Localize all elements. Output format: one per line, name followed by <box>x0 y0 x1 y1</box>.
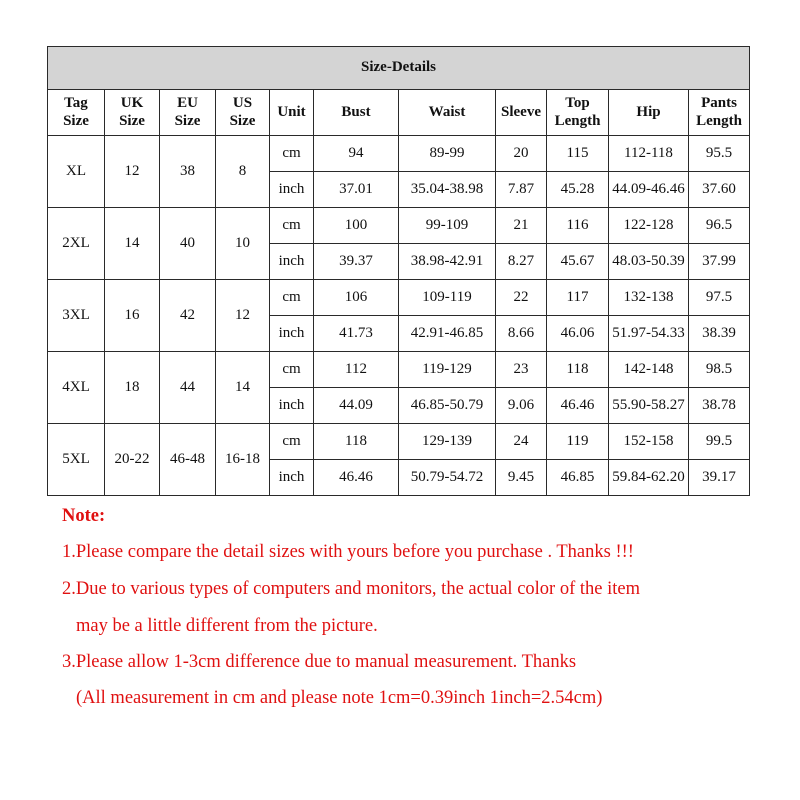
column-header-text: Top <box>565 95 590 112</box>
pants-cell: 37.60 <box>689 172 750 208</box>
us-size-cell: 16-18 <box>216 424 270 496</box>
tag-size-cell: XL <box>48 136 105 208</box>
column-header <box>547 90 609 136</box>
pants-cell: 38.78 <box>689 388 750 424</box>
top-cell: 116 <box>547 208 609 244</box>
table-row <box>48 424 750 460</box>
column-header <box>105 90 160 136</box>
eu-size-cell: 42 <box>160 280 216 352</box>
column-header-text: Size <box>229 112 256 129</box>
bust-cell: 112 <box>314 352 399 388</box>
unit-cell: cm <box>270 424 314 460</box>
column-header <box>689 90 750 136</box>
uk-size-cell: 18 <box>105 352 160 424</box>
note-line-2-continued: may be a little different from the picture. <box>76 616 378 636</box>
column-header <box>496 90 547 136</box>
table-row <box>48 208 750 244</box>
waist-cell: 38.98-42.91 <box>399 244 496 280</box>
column-header-text: Size <box>63 112 89 129</box>
sleeve-cell: 8.66 <box>496 316 547 352</box>
column-header <box>270 90 314 136</box>
unit-cell: inch <box>270 172 314 208</box>
bust-cell: 44.09 <box>314 388 399 424</box>
hip-cell: 152-158 <box>609 424 689 460</box>
unit-cell: inch <box>270 244 314 280</box>
column-header-text: Hip <box>636 103 661 120</box>
us-size-cell: 12 <box>216 280 270 352</box>
column-header-text: Size <box>119 112 145 129</box>
waist-cell: 50.79-54.72 <box>399 460 496 496</box>
sleeve-cell: 9.45 <box>496 460 547 496</box>
note-line-3: 3.Please allow 1-3cm difference due to manual measurement. Thanks <box>62 652 577 672</box>
top-cell: 117 <box>547 280 609 316</box>
uk-size-cell: 20-22 <box>105 424 160 496</box>
unit-cell: inch <box>270 388 314 424</box>
unit-cell: cm <box>270 208 314 244</box>
pants-cell: 95.5 <box>689 136 750 172</box>
column-header-text: Size <box>174 112 201 129</box>
column-header-text: Bust <box>341 103 371 120</box>
table-row <box>48 352 750 388</box>
sleeve-cell: 9.06 <box>496 388 547 424</box>
notes-heading: Note: <box>62 506 106 526</box>
hip-cell: 132-138 <box>609 280 689 316</box>
column-header-text: Unit <box>277 103 306 120</box>
waist-cell: 35.04-38.98 <box>399 172 496 208</box>
sleeve-cell: 8.27 <box>496 244 547 280</box>
waist-cell: 89-99 <box>399 136 496 172</box>
size-details-table <box>47 46 750 496</box>
top-cell: 115 <box>547 136 609 172</box>
top-cell: 45.28 <box>547 172 609 208</box>
tag-size-cell: 2XL <box>48 208 105 280</box>
table-title: Size-Details <box>48 47 750 90</box>
sleeve-cell: 21 <box>496 208 547 244</box>
column-header-text: Length <box>696 112 742 129</box>
bust-cell: 39.37 <box>314 244 399 280</box>
tag-size-cell: 5XL <box>48 424 105 496</box>
column-header-text: Waist <box>428 103 466 120</box>
sleeve-cell: 7.87 <box>496 172 547 208</box>
waist-cell: 46.85-50.79 <box>399 388 496 424</box>
unit-cell: cm <box>270 352 314 388</box>
bust-cell: 100 <box>314 208 399 244</box>
top-cell: 118 <box>547 352 609 388</box>
bust-cell: 41.73 <box>314 316 399 352</box>
hip-cell: 112-118 <box>609 136 689 172</box>
eu-size-cell: 46-48 <box>160 424 216 496</box>
tag-size-cell: 3XL <box>48 280 105 352</box>
hip-cell: 51.97-54.33 <box>609 316 689 352</box>
table-body <box>48 136 750 496</box>
unit-cell: cm <box>270 280 314 316</box>
column-header-text: Length <box>554 112 601 129</box>
eu-size-cell: 40 <box>160 208 216 280</box>
column-header <box>160 90 216 136</box>
sleeve-cell: 23 <box>496 352 547 388</box>
pants-cell: 97.5 <box>689 280 750 316</box>
pants-cell: 37.99 <box>689 244 750 280</box>
column-header <box>314 90 399 136</box>
top-cell: 45.67 <box>547 244 609 280</box>
uk-size-cell: 16 <box>105 280 160 352</box>
column-header <box>399 90 496 136</box>
waist-cell: 119-129 <box>399 352 496 388</box>
hip-cell: 142-148 <box>609 352 689 388</box>
sleeve-cell: 24 <box>496 424 547 460</box>
sleeve-cell: 22 <box>496 280 547 316</box>
bust-cell: 46.46 <box>314 460 399 496</box>
pants-cell: 38.39 <box>689 316 750 352</box>
table-row <box>48 136 750 172</box>
unit-cell: inch <box>270 460 314 496</box>
us-size-cell: 10 <box>216 208 270 280</box>
pants-cell: 39.17 <box>689 460 750 496</box>
hip-cell: 48.03-50.39 <box>609 244 689 280</box>
bust-cell: 37.01 <box>314 172 399 208</box>
hip-cell: 44.09-46.46 <box>609 172 689 208</box>
unit-cell: inch <box>270 316 314 352</box>
waist-cell: 129-139 <box>399 424 496 460</box>
top-cell: 46.85 <box>547 460 609 496</box>
note-line-3-continued: (All measurement in cm and please note 1cm=0.39inch 1inch=2.54cm) <box>76 688 603 708</box>
note-line-1: 1.Please compare the detail sizes with yours before you purchase . Thanks !!! <box>62 542 634 562</box>
column-header <box>609 90 689 136</box>
column-header-text: EU <box>177 95 198 112</box>
us-size-cell: 14 <box>216 352 270 424</box>
note-line-2: 2.Due to various types of computers and monitors, the actual color of the item <box>62 579 640 599</box>
column-header-text: US <box>232 95 253 112</box>
top-cell: 46.46 <box>547 388 609 424</box>
waist-cell: 99-109 <box>399 208 496 244</box>
eu-size-cell: 44 <box>160 352 216 424</box>
column-header <box>216 90 270 136</box>
waist-cell: 109-119 <box>399 280 496 316</box>
bust-cell: 118 <box>314 424 399 460</box>
uk-size-cell: 14 <box>105 208 160 280</box>
tag-size-cell: 4XL <box>48 352 105 424</box>
pants-cell: 98.5 <box>689 352 750 388</box>
column-header-text: UK <box>120 95 144 112</box>
column-header-text: Pants <box>701 95 737 112</box>
column-header-text: Tag <box>64 95 88 112</box>
waist-cell: 42.91-46.85 <box>399 316 496 352</box>
sleeve-cell: 20 <box>496 136 547 172</box>
uk-size-cell: 12 <box>105 136 160 208</box>
header-row <box>48 90 750 136</box>
hip-cell: 122-128 <box>609 208 689 244</box>
top-cell: 119 <box>547 424 609 460</box>
hip-cell: 55.90-58.27 <box>609 388 689 424</box>
bust-cell: 94 <box>314 136 399 172</box>
pants-cell: 96.5 <box>689 208 750 244</box>
bust-cell: 106 <box>314 280 399 316</box>
eu-size-cell: 38 <box>160 136 216 208</box>
unit-cell: cm <box>270 136 314 172</box>
hip-cell: 59.84-62.20 <box>609 460 689 496</box>
column-header-text: Sleeve <box>501 103 541 120</box>
pants-cell: 99.5 <box>689 424 750 460</box>
table-row <box>48 280 750 316</box>
us-size-cell: 8 <box>216 136 270 208</box>
column-header <box>48 90 105 136</box>
top-cell: 46.06 <box>547 316 609 352</box>
